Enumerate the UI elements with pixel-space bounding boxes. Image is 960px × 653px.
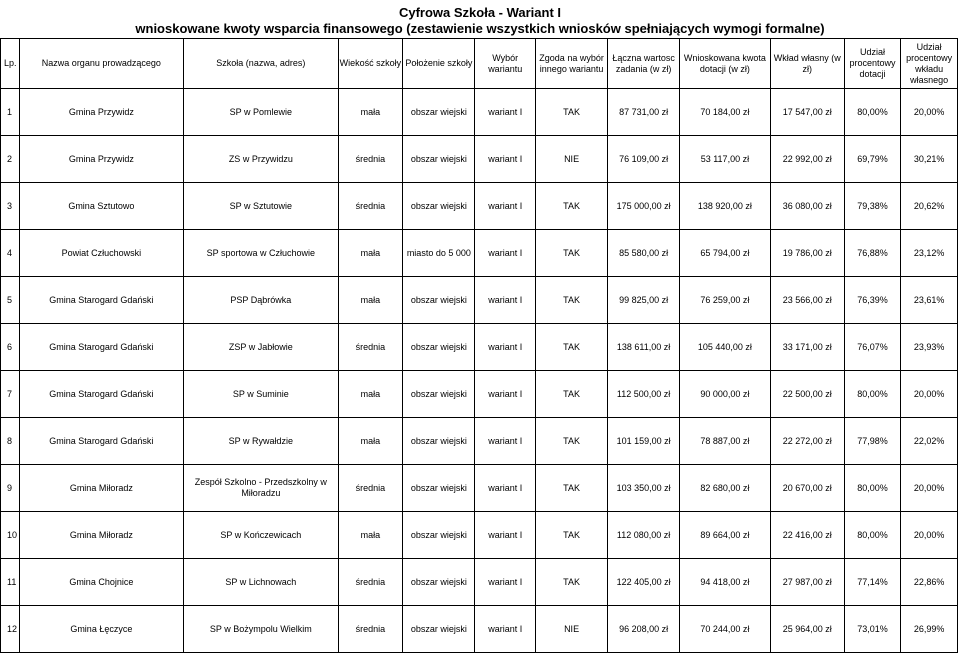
cell-size: średnia	[338, 606, 403, 653]
cell-pct-grant: 76,39%	[844, 277, 901, 324]
title-block	[0, 0, 960, 38]
cell-size: średnia	[338, 324, 403, 371]
cell-organ: Gmina Starogard Gdański	[19, 418, 184, 465]
cell-school: SP w Bożympolu Wielkim	[184, 606, 338, 653]
cell-variant: wariant I	[475, 89, 536, 136]
cell-organ: Gmina Miłoradz	[19, 512, 184, 559]
cell-pct-own: 20,00%	[901, 89, 958, 136]
cell-organ: Gmina Przywidz	[19, 89, 184, 136]
table-row	[1, 606, 958, 653]
cell-own: 17 547,00 zł	[770, 89, 844, 136]
table-row	[1, 512, 958, 559]
cell-pct-own: 22,86%	[901, 559, 958, 606]
cell-organ: Gmina Starogard Gdański	[19, 371, 184, 418]
cell-pct-own: 20,00%	[901, 512, 958, 559]
cell-pct-grant: 76,88%	[844, 230, 901, 277]
table-row	[1, 371, 958, 418]
cell-total: 175 000,00 zł	[608, 183, 680, 230]
cell-requested: 138 920,00 zł	[680, 183, 771, 230]
cell-own: 20 670,00 zł	[770, 465, 844, 512]
cell-own: 22 992,00 zł	[770, 136, 844, 183]
cell-size: mała	[338, 371, 403, 418]
cell-organ: Powiat Człuchowski	[19, 230, 184, 277]
cell-total: 85 580,00 zł	[608, 230, 680, 277]
cell-organ: Gmina Miłoradz	[19, 465, 184, 512]
cell-consent: TAK	[536, 324, 608, 371]
header-consent: Zgoda na wybór innego wariantu	[536, 39, 608, 89]
cell-location: obszar wiejski	[403, 465, 475, 512]
cell-lp: 9	[1, 465, 20, 512]
cell-pct-grant: 79,38%	[844, 183, 901, 230]
table-row	[1, 230, 958, 277]
document-title: Cyfrowa Szkoła - Wariant I	[398, 5, 562, 20]
table-row	[1, 183, 958, 230]
cell-consent: TAK	[536, 559, 608, 606]
header-row	[1, 39, 958, 89]
cell-organ: Gmina Łęczyce	[19, 606, 184, 653]
cell-lp: 2	[1, 136, 20, 183]
cell-organ: Gmina Chojnice	[19, 559, 184, 606]
cell-school: SP w Kończewicach	[184, 512, 338, 559]
cell-size: mała	[338, 277, 403, 324]
cell-consent: TAK	[536, 89, 608, 136]
cell-variant: wariant I	[475, 418, 536, 465]
cell-location: obszar wiejski	[403, 277, 475, 324]
cell-requested: 78 887,00 zł	[680, 418, 771, 465]
cell-organ: Gmina Sztutowo	[19, 183, 184, 230]
applications-table	[0, 38, 958, 653]
cell-consent: TAK	[536, 371, 608, 418]
cell-school: Zespół Szkolno - Przedszkolny w Miłoradzu	[184, 465, 338, 512]
cell-lp: 6	[1, 324, 20, 371]
cell-variant: wariant I	[475, 559, 536, 606]
cell-total: 99 825,00 zł	[608, 277, 680, 324]
cell-requested: 76 259,00 zł	[680, 277, 771, 324]
cell-variant: wariant I	[475, 465, 536, 512]
cell-consent: TAK	[536, 418, 608, 465]
cell-own: 33 171,00 zł	[770, 324, 844, 371]
cell-lp: 10	[1, 512, 20, 559]
header-school: Szkoła (nazwa, adres)	[184, 39, 338, 89]
header-pct-own: Udział procentowy wkładu własnego	[901, 39, 958, 89]
cell-pct-own: 20,00%	[901, 371, 958, 418]
cell-requested: 70 244,00 zł	[680, 606, 771, 653]
cell-pct-own: 23,12%	[901, 230, 958, 277]
cell-school: ZS w Przywidzu	[184, 136, 338, 183]
header-lp: Lp.	[1, 39, 20, 89]
cell-lp: 5	[1, 277, 20, 324]
header-pct-grant: Udział procentowy dotacji	[844, 39, 901, 89]
cell-consent: NIE	[536, 136, 608, 183]
cell-own: 36 080,00 zł	[770, 183, 844, 230]
cell-location: obszar wiejski	[403, 183, 475, 230]
table-row	[1, 559, 958, 606]
cell-school: SP w Sztutowie	[184, 183, 338, 230]
cell-consent: TAK	[536, 512, 608, 559]
table-row	[1, 418, 958, 465]
cell-size: średnia	[338, 136, 403, 183]
cell-pct-grant: 80,00%	[844, 512, 901, 559]
cell-location: obszar wiejski	[403, 136, 475, 183]
cell-location: obszar wiejski	[403, 559, 475, 606]
cell-lp: 12	[1, 606, 20, 653]
cell-pct-own: 20,62%	[901, 183, 958, 230]
table-row	[1, 89, 958, 136]
cell-total: 87 731,00 zł	[608, 89, 680, 136]
cell-school: ZSP w Jabłowie	[184, 324, 338, 371]
cell-requested: 94 418,00 zł	[680, 559, 771, 606]
cell-size: mała	[338, 512, 403, 559]
cell-total: 96 208,00 zł	[608, 606, 680, 653]
cell-variant: wariant I	[475, 230, 536, 277]
cell-requested: 82 680,00 zł	[680, 465, 771, 512]
cell-pct-grant: 69,79%	[844, 136, 901, 183]
cell-pct-grant: 80,00%	[844, 371, 901, 418]
cell-consent: TAK	[536, 465, 608, 512]
cell-variant: wariant I	[475, 371, 536, 418]
cell-pct-grant: 77,14%	[844, 559, 901, 606]
header-size: Wiekość szkoły	[338, 39, 403, 89]
cell-own: 19 786,00 zł	[770, 230, 844, 277]
cell-own: 22 272,00 zł	[770, 418, 844, 465]
cell-lp: 3	[1, 183, 20, 230]
cell-school: PSP Dąbrówka	[184, 277, 338, 324]
header-total: Łączna wartosc zadania (w zł)	[608, 39, 680, 89]
cell-organ: Gmina Przywidz	[19, 136, 184, 183]
cell-location: obszar wiejski	[403, 371, 475, 418]
cell-total: 112 500,00 zł	[608, 371, 680, 418]
cell-location: miasto do 5 000	[403, 230, 475, 277]
cell-lp: 8	[1, 418, 20, 465]
cell-variant: wariant I	[475, 136, 536, 183]
cell-consent: NIE	[536, 606, 608, 653]
cell-total: 138 611,00 zł	[608, 324, 680, 371]
cell-consent: TAK	[536, 183, 608, 230]
cell-school: SP w Pomlewie	[184, 89, 338, 136]
header-variant: Wybór wariantu	[475, 39, 536, 89]
table-row	[1, 324, 958, 371]
cell-variant: wariant I	[475, 512, 536, 559]
cell-pct-grant: 80,00%	[844, 89, 901, 136]
cell-lp: 4	[1, 230, 20, 277]
cell-school: SP w Suminie	[184, 371, 338, 418]
header-own: Wkład własny (w zł)	[770, 39, 844, 89]
cell-variant: wariant I	[475, 277, 536, 324]
cell-size: mała	[338, 89, 403, 136]
header-organ: Nazwa organu prowadzącego	[19, 39, 184, 89]
cell-pct-own: 30,21%	[901, 136, 958, 183]
cell-pct-own: 26,99%	[901, 606, 958, 653]
cell-pct-grant: 77,98%	[844, 418, 901, 465]
cell-requested: 53 117,00 zł	[680, 136, 771, 183]
cell-pct-own: 23,93%	[901, 324, 958, 371]
cell-requested: 65 794,00 zł	[680, 230, 771, 277]
cell-pct-grant: 80,00%	[844, 465, 901, 512]
cell-pct-own: 23,61%	[901, 277, 958, 324]
cell-school: SP w Lichnowach	[184, 559, 338, 606]
cell-variant: wariant I	[475, 606, 536, 653]
cell-total: 101 159,00 zł	[608, 418, 680, 465]
header-requested: Wnioskowana kwota dotacji (w zł)	[680, 39, 771, 89]
cell-size: średnia	[338, 183, 403, 230]
cell-own: 27 987,00 zł	[770, 559, 844, 606]
cell-total: 103 350,00 zł	[608, 465, 680, 512]
cell-location: obszar wiejski	[403, 606, 475, 653]
cell-location: obszar wiejski	[403, 512, 475, 559]
cell-total: 122 405,00 zł	[608, 559, 680, 606]
cell-consent: TAK	[536, 230, 608, 277]
cell-pct-grant: 76,07%	[844, 324, 901, 371]
cell-location: obszar wiejski	[403, 324, 475, 371]
cell-organ: Gmina Starogard Gdański	[19, 277, 184, 324]
cell-requested: 105 440,00 zł	[680, 324, 771, 371]
cell-lp: 7	[1, 371, 20, 418]
cell-lp: 11	[1, 559, 20, 606]
cell-size: średnia	[338, 465, 403, 512]
cell-own: 23 566,00 zł	[770, 277, 844, 324]
cell-requested: 89 664,00 zł	[680, 512, 771, 559]
document-subtitle: wnioskowane kwoty wsparcia finansowego (zestawienie wszystkich wniosków spełniających wymogi formalne)	[135, 21, 825, 36]
cell-own: 22 416,00 zł	[770, 512, 844, 559]
cell-variant: wariant I	[475, 183, 536, 230]
cell-size: mała	[338, 230, 403, 277]
cell-location: obszar wiejski	[403, 418, 475, 465]
cell-location: obszar wiejski	[403, 89, 475, 136]
cell-organ: Gmina Starogard Gdański	[19, 324, 184, 371]
cell-requested: 70 184,00 zł	[680, 89, 771, 136]
cell-pct-grant: 73,01%	[844, 606, 901, 653]
cell-size: mała	[338, 418, 403, 465]
table-row	[1, 136, 958, 183]
table-row	[1, 277, 958, 324]
cell-requested: 90 000,00 zł	[680, 371, 771, 418]
cell-school: SP sportowa w Człuchowie	[184, 230, 338, 277]
cell-own: 22 500,00 zł	[770, 371, 844, 418]
cell-variant: wariant I	[475, 324, 536, 371]
cell-size: średnia	[338, 559, 403, 606]
cell-total: 76 109,00 zł	[608, 136, 680, 183]
cell-school: SP w Rywałdzie	[184, 418, 338, 465]
cell-consent: TAK	[536, 277, 608, 324]
header-location: Położenie szkoły	[403, 39, 475, 89]
cell-pct-own: 20,00%	[901, 465, 958, 512]
cell-total: 112 080,00 zł	[608, 512, 680, 559]
cell-lp: 1	[1, 89, 20, 136]
cell-pct-own: 22,02%	[901, 418, 958, 465]
cell-own: 25 964,00 zł	[770, 606, 844, 653]
table-row	[1, 465, 958, 512]
